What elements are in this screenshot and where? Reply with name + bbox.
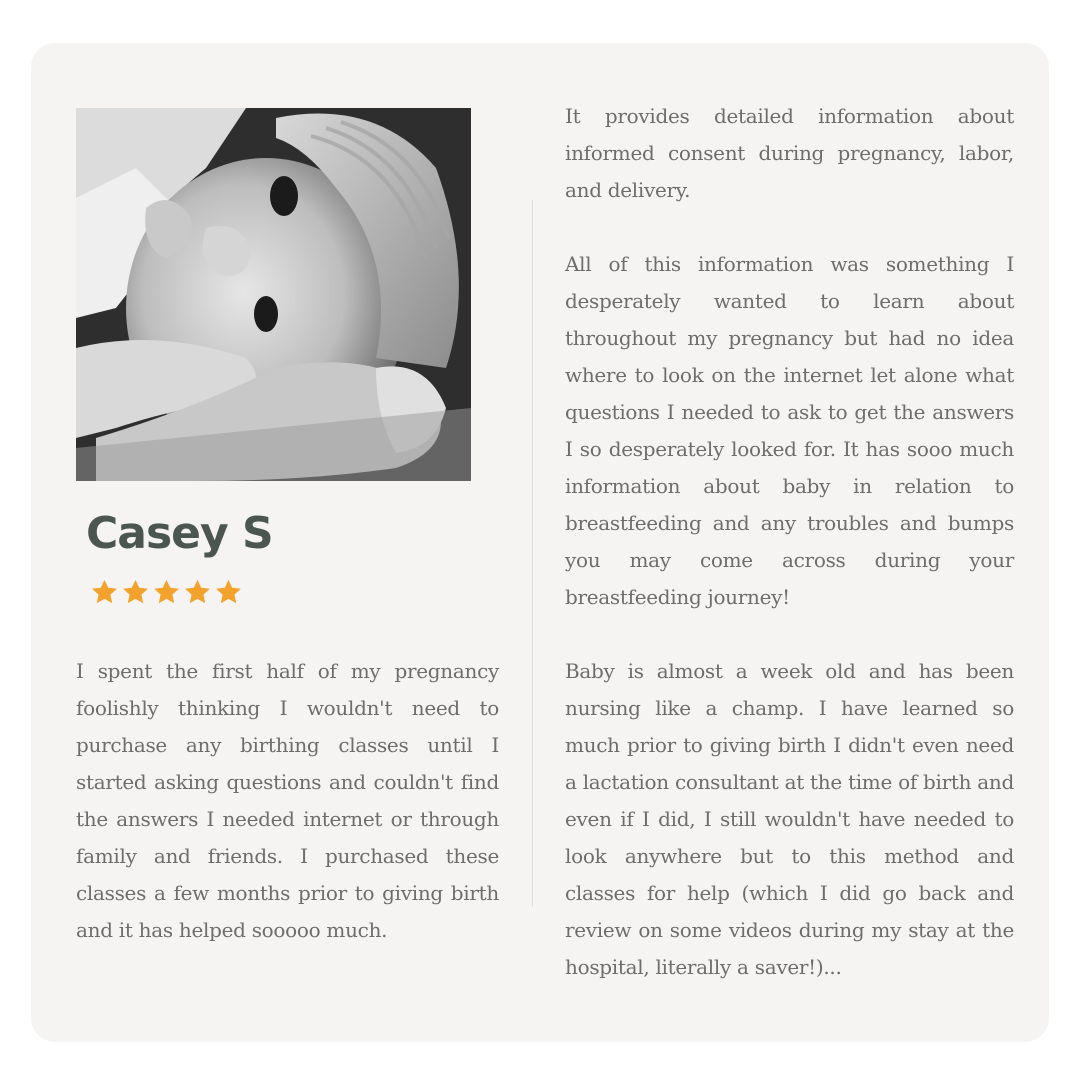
review-text-right xyxy=(565,98,1014,986)
reviewer-name: Casey S xyxy=(86,508,273,559)
review-paragraph: Baby is almost a week old and has been nursing like a champ. I have learned so much prior to giving birth I didn't even need a lactation consultant at the time of birth and even if I did, I still wouldn't have needed to look anywhere but to this method and classes for help (which I did go back and review on some videos during my stay at the hospital, literally a saver!)... xyxy=(565,659,1014,979)
star-icon xyxy=(121,578,150,607)
star-icon xyxy=(90,578,119,607)
column-divider xyxy=(532,200,533,906)
reviewer-photo xyxy=(76,108,471,481)
star-icon xyxy=(152,578,181,607)
review-paragraph: All of this information was something I desperately wanted to learn about throughout my pregnancy but had no idea where to look on the internet let alone what questions I needed to ask to get the answers I so desperately looked for. It has sooo much information about baby in relation to breastfeeding and any troubles and bumps you may come across during your breastfeeding journey! xyxy=(565,252,1014,609)
review-paragraph: It provides detailed information about informed consent during pregnancy, labor, and delivery. xyxy=(565,104,1014,202)
star-icon xyxy=(214,578,243,607)
rating-stars xyxy=(90,578,243,607)
star-icon xyxy=(183,578,212,607)
review-text-left: I spent the first half of my pregnancy foolishly thinking I wouldn't need to purchase any birthing classes until I started asking questions and couldn't find the answers I needed internet or through family and friends. I purchased these classes a few months prior to giving birth and it has helped sooooo much. xyxy=(76,659,499,942)
